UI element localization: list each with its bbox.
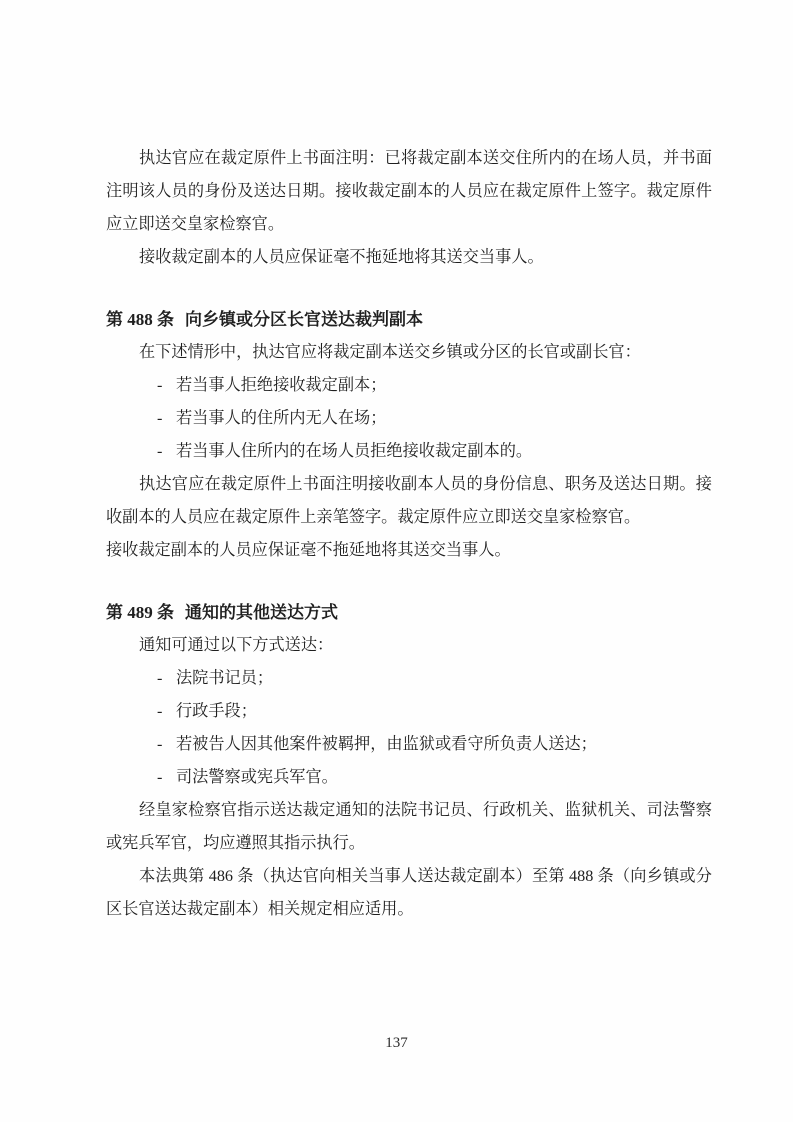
article-489-paragraph-2: 本法典第 486 条（执达官向相关当事人送达裁定副本）至第 488 条（向乡镇或分区长官送达裁定副本）相关规定相应适用。 <box>106 867 712 918</box>
article-489-dash-list <box>106 662 712 794</box>
article-489-number: 第 489 条 <box>106 603 174 622</box>
list-item-text: 行政手段； <box>176 702 257 720</box>
list-item-text: 若当事人住所内的在场人员拒绝接收裁定副本的。 <box>176 442 533 460</box>
dash-bullet: - <box>157 409 163 427</box>
list-item <box>106 761 712 794</box>
article-489-heading <box>106 596 712 629</box>
article-488-heading <box>106 303 712 336</box>
document-body <box>106 142 712 926</box>
list-item-text: 若被告人因其他案件被羁押，由监狱或看守所负责人送达； <box>176 735 597 753</box>
intro-paragraph-2: 接收裁定副本的人员应保证毫不拖延地将其送交当事人。 <box>139 248 544 266</box>
article-488-dash-list <box>106 369 712 468</box>
list-item-text: 司法警察或宪兵军官。 <box>176 768 338 786</box>
dash-bullet: - <box>157 768 163 786</box>
article-489-title: 通知的其他送达方式 <box>185 603 338 622</box>
dash-bullet: - <box>157 702 163 720</box>
dash-bullet: - <box>157 376 163 394</box>
article-488-paragraph-2: 接收裁定副本的人员应保证毫不拖延地将其送交当事人。 <box>106 541 511 559</box>
dash-bullet: - <box>157 735 163 753</box>
article-489-paragraph-1: 经皇家检察官指示送达裁定通知的法院书记员、行政机关、监狱机关、司法警察或宪兵军官，均应遵照其指示执行。 <box>106 801 712 852</box>
list-item <box>106 695 712 728</box>
list-item <box>106 402 712 435</box>
page-number: 137 <box>385 1035 408 1051</box>
intro-paragraph-1: 执达官应在裁定原件上书面注明：已将裁定副本送交住所内的在场人员，并书面注明该人员的身份及送达日期。接收裁定副本的人员应在裁定原件上签字。裁定原件应立即送交皇家检察官。 <box>106 149 712 233</box>
article-488-lead: 在下述情形中，执达官应将裁定副本送交乡镇或分区的长官或副长官： <box>139 343 641 361</box>
list-item <box>106 435 712 468</box>
article-488-number: 第 488 条 <box>106 310 174 329</box>
article-488-paragraph-1: 执达官应在裁定原件上书面注明接收副本人员的身份信息、职务及送达日期。接收副本的人员应在裁定原件上亲笔签字。裁定原件应立即送交皇家检察官。 <box>106 475 712 526</box>
list-item <box>106 662 712 695</box>
list-item-text: 若当事人拒绝接收裁定副本； <box>176 376 387 394</box>
list-item <box>106 369 712 402</box>
article-488-title: 向乡镇或分区长官送达裁判副本 <box>185 310 423 329</box>
list-item <box>106 728 712 761</box>
article-489-lead: 通知可通过以下方式送达： <box>139 636 334 654</box>
dash-bullet: - <box>157 442 163 460</box>
list-item-text: 若当事人的住所内无人在场； <box>176 409 387 427</box>
dash-bullet: - <box>157 669 163 687</box>
list-item-text: 法院书记员； <box>176 669 274 687</box>
